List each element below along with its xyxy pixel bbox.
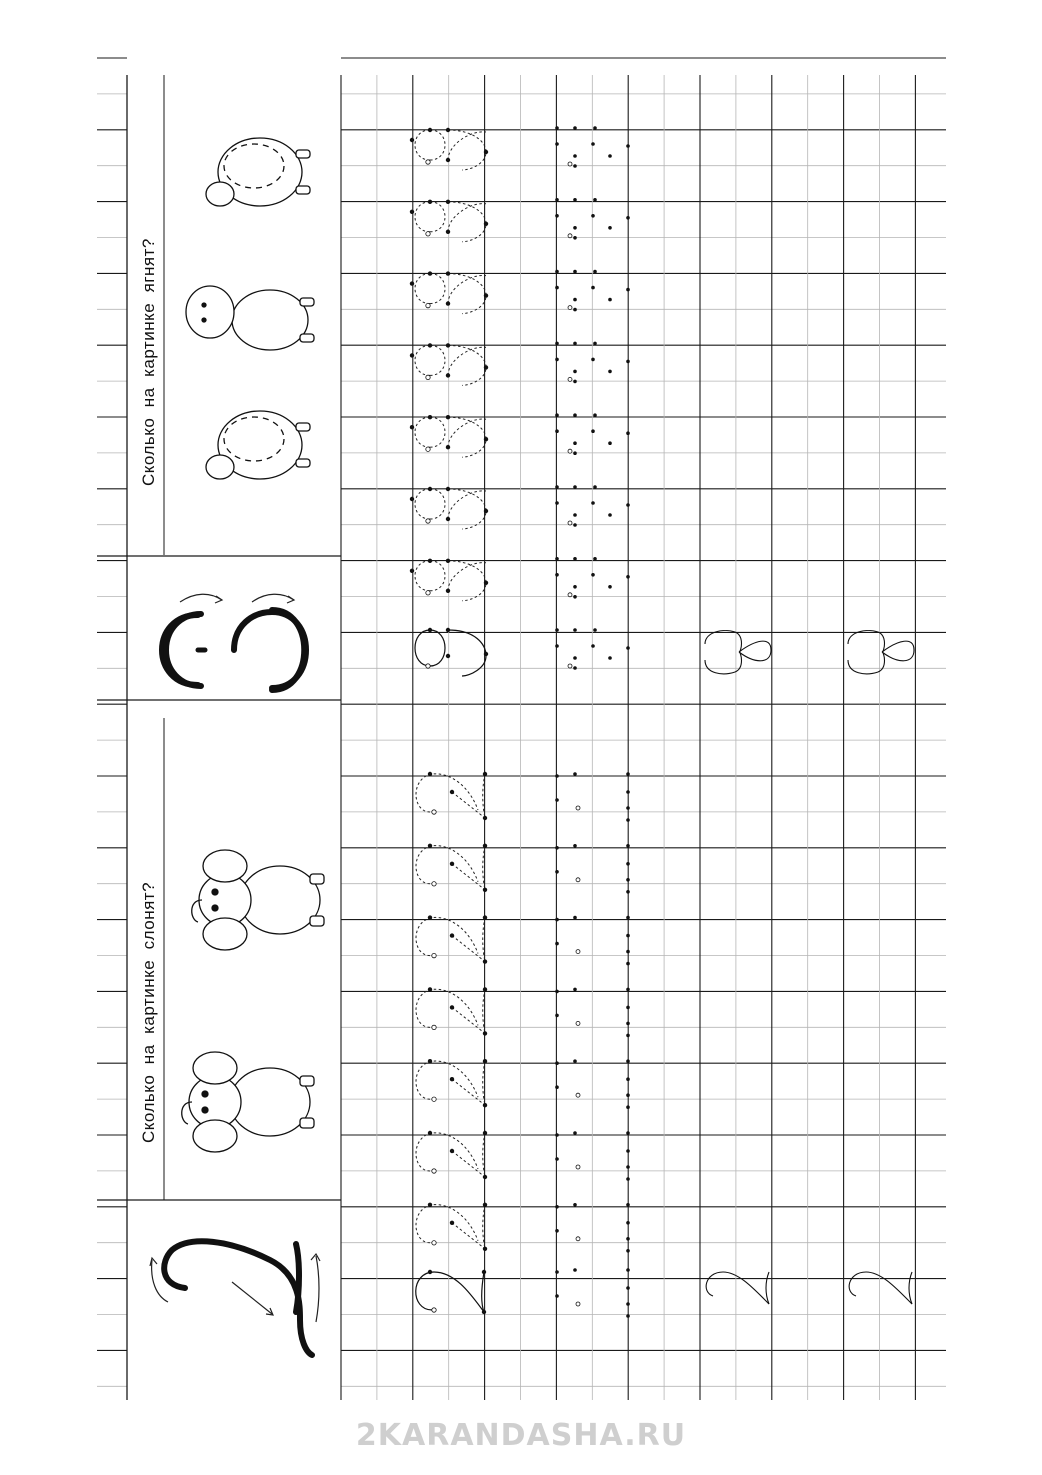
dot	[446, 415, 450, 419]
dot	[450, 1077, 454, 1081]
dot	[573, 413, 577, 417]
dot	[608, 441, 612, 445]
dot	[555, 1157, 559, 1161]
dot	[483, 987, 487, 991]
dot	[573, 666, 577, 670]
dot	[555, 1014, 559, 1018]
dot	[573, 513, 577, 517]
dot	[591, 286, 595, 290]
dot	[555, 358, 559, 362]
dot	[573, 270, 577, 274]
dot	[573, 1203, 577, 1207]
dot	[626, 790, 630, 794]
dot	[483, 816, 487, 820]
dot	[484, 509, 488, 513]
dot	[446, 589, 450, 593]
start-dot	[576, 806, 580, 810]
start-dot	[426, 160, 430, 164]
dot	[626, 1105, 630, 1109]
start-dot	[432, 953, 436, 957]
start-dot	[432, 1169, 436, 1173]
dot	[428, 1270, 432, 1274]
dot	[626, 988, 630, 992]
trace-digit-two	[416, 774, 485, 818]
dot	[573, 1059, 577, 1063]
dot	[626, 862, 630, 866]
dot	[593, 126, 597, 130]
dot	[555, 1294, 559, 1298]
dot	[555, 1205, 559, 1209]
dot	[555, 485, 559, 489]
dot	[626, 1249, 630, 1253]
dot	[626, 1165, 630, 1169]
dot	[446, 628, 450, 632]
lamb-illustration	[206, 411, 310, 479]
dot	[555, 918, 559, 922]
dot	[483, 1203, 487, 1207]
model-digit-two	[164, 1241, 312, 1355]
dot	[626, 1059, 630, 1063]
dot	[428, 559, 432, 563]
dot	[573, 154, 577, 158]
dot	[555, 429, 559, 433]
dot	[555, 1270, 559, 1274]
dot	[593, 557, 597, 561]
dot	[555, 1133, 559, 1137]
dot	[428, 128, 432, 132]
dot	[483, 1031, 487, 1035]
dot	[555, 1085, 559, 1089]
dot	[446, 128, 450, 132]
dot	[626, 806, 630, 810]
dot	[484, 365, 488, 369]
dot	[410, 497, 414, 501]
dot	[626, 890, 630, 894]
dot	[626, 818, 630, 822]
dot	[573, 988, 577, 992]
dot	[450, 933, 454, 937]
dot	[626, 772, 630, 776]
arrow-icon	[180, 594, 294, 603]
dot	[484, 437, 488, 441]
dot	[555, 501, 559, 505]
dot	[446, 230, 450, 234]
start-dot	[432, 1097, 436, 1101]
dot	[593, 628, 597, 632]
dot	[573, 308, 577, 312]
dot	[573, 370, 577, 374]
dot	[573, 164, 577, 168]
model-digit-three-strokes	[166, 612, 306, 688]
dot	[573, 226, 577, 230]
dot	[555, 573, 559, 577]
start-dot	[568, 377, 572, 381]
dot	[428, 487, 432, 491]
dot	[446, 517, 450, 521]
dot	[591, 573, 595, 577]
start-dot	[568, 449, 572, 453]
dot	[555, 1061, 559, 1065]
start-dot	[426, 519, 430, 523]
example-digit-three	[848, 631, 914, 674]
dot	[446, 487, 450, 491]
dot	[626, 431, 630, 435]
dot	[450, 1005, 454, 1009]
dot	[483, 959, 487, 963]
start-dot	[426, 447, 430, 451]
dot	[593, 413, 597, 417]
start-dot	[576, 1093, 580, 1097]
dot	[555, 557, 559, 561]
dot	[555, 142, 559, 146]
start-dot	[568, 162, 572, 166]
start-dot	[576, 878, 580, 882]
trace-digit-two-solid	[416, 1272, 484, 1312]
dot	[483, 1131, 487, 1135]
trace-digit-three	[415, 489, 486, 529]
dot	[555, 270, 559, 274]
start-dot	[568, 593, 572, 597]
start-dot	[432, 882, 436, 886]
dot	[410, 353, 414, 357]
dot	[573, 441, 577, 445]
dot	[450, 1221, 454, 1225]
dot	[428, 844, 432, 848]
dot	[626, 916, 630, 920]
dot	[626, 1237, 630, 1241]
dot	[573, 628, 577, 632]
dot	[446, 271, 450, 275]
trace-digit-two	[416, 1205, 485, 1249]
dot	[446, 373, 450, 377]
trace-digit-three-solid	[415, 630, 486, 676]
dot	[626, 878, 630, 882]
dot	[608, 513, 612, 517]
dot	[555, 870, 559, 874]
dot	[555, 342, 559, 346]
lamb-illustration	[206, 138, 310, 206]
start-dot	[568, 306, 572, 310]
dot	[626, 1302, 630, 1306]
dot	[573, 1131, 577, 1135]
trace-digit-two	[416, 1133, 485, 1177]
start-dot	[432, 810, 436, 814]
start-dot	[426, 232, 430, 236]
dot	[593, 198, 597, 202]
dot	[626, 1093, 630, 1097]
example-digit-three	[705, 631, 771, 674]
dot	[483, 772, 487, 776]
dot	[483, 1175, 487, 1179]
dot	[483, 915, 487, 919]
dot	[626, 1177, 630, 1181]
dot	[608, 656, 612, 660]
trace-digit-three	[415, 561, 486, 601]
dot	[555, 942, 559, 946]
trace-digit-two	[416, 917, 485, 961]
start-dot	[426, 375, 430, 379]
dot	[428, 200, 432, 204]
tracing-rows	[410, 126, 914, 1318]
dot	[428, 271, 432, 275]
question-elephants: Сколько на картинке слонят?	[139, 881, 158, 1143]
dot	[446, 343, 450, 347]
dot	[573, 557, 577, 561]
question-lambs: Сколько на картинке ягнят?	[139, 238, 158, 486]
dot	[446, 158, 450, 162]
start-dot	[576, 1237, 580, 1241]
dot	[626, 503, 630, 507]
dot	[573, 126, 577, 130]
dot	[428, 1131, 432, 1135]
dot	[626, 1221, 630, 1225]
dot	[626, 950, 630, 954]
dot	[484, 581, 488, 585]
dot	[555, 198, 559, 202]
dot	[555, 798, 559, 802]
dot	[446, 654, 450, 658]
dot	[608, 298, 612, 302]
dot	[428, 987, 432, 991]
start-dot	[568, 521, 572, 525]
dot	[591, 214, 595, 218]
dot	[573, 451, 577, 455]
dot	[446, 559, 450, 563]
dot	[555, 214, 559, 218]
dot	[626, 1203, 630, 1207]
dot	[428, 915, 432, 919]
dot	[626, 216, 630, 220]
dot	[626, 1314, 630, 1318]
dot	[428, 415, 432, 419]
dot	[484, 222, 488, 226]
dot	[484, 652, 488, 656]
dot	[608, 226, 612, 230]
dot	[591, 501, 595, 505]
start-dot	[576, 950, 580, 954]
dot	[428, 628, 432, 632]
dot	[573, 844, 577, 848]
watermark: 2KARANDASHA.RU	[355, 1418, 687, 1453]
dot	[573, 595, 577, 599]
dot	[626, 1034, 630, 1038]
trace-digit-three	[415, 202, 486, 242]
dot	[626, 1006, 630, 1010]
start-dot	[576, 1021, 580, 1025]
dot	[450, 862, 454, 866]
dot	[428, 1203, 432, 1207]
dot	[573, 236, 577, 240]
dot	[591, 142, 595, 146]
start-dot	[426, 591, 430, 595]
dot	[626, 1022, 630, 1026]
dot	[626, 288, 630, 292]
example-digit-two	[849, 1272, 912, 1304]
trace-digit-three	[415, 417, 486, 457]
dot	[555, 1229, 559, 1233]
dot	[593, 270, 597, 274]
dot	[626, 1077, 630, 1081]
dot	[626, 144, 630, 148]
dot	[573, 772, 577, 776]
start-dot	[426, 664, 430, 668]
dot	[410, 569, 414, 573]
dot	[482, 1270, 486, 1274]
dot	[484, 150, 488, 154]
dot	[555, 413, 559, 417]
model-digit-two-shape	[296, 1244, 299, 1312]
dot	[608, 585, 612, 589]
baby-elephant-illustration	[192, 850, 324, 950]
dot	[573, 1268, 577, 1272]
dot	[626, 934, 630, 938]
dot	[446, 445, 450, 449]
dot	[573, 298, 577, 302]
dot	[573, 485, 577, 489]
dot	[626, 962, 630, 966]
dot	[450, 790, 454, 794]
dot	[626, 575, 630, 579]
trace-digit-two	[416, 1061, 485, 1105]
dot	[555, 644, 559, 648]
dot	[555, 126, 559, 130]
dot	[626, 1131, 630, 1135]
dot	[573, 198, 577, 202]
start-dot	[432, 1025, 436, 1029]
start-dot	[432, 1241, 436, 1245]
dot	[593, 485, 597, 489]
start-dot	[568, 234, 572, 238]
dot	[573, 656, 577, 660]
dot	[626, 1286, 630, 1290]
dot	[591, 429, 595, 433]
dot	[410, 138, 414, 142]
dot	[573, 916, 577, 920]
trace-digit-two	[416, 846, 485, 890]
dot	[573, 585, 577, 589]
dot	[555, 286, 559, 290]
dot	[555, 774, 559, 778]
start-dot	[576, 1165, 580, 1169]
example-digit-two	[706, 1272, 769, 1304]
dot	[591, 644, 595, 648]
dot	[446, 200, 450, 204]
dot	[573, 342, 577, 346]
dot	[573, 380, 577, 384]
dot	[484, 293, 488, 297]
dot	[626, 844, 630, 848]
dot	[483, 844, 487, 848]
dot	[626, 646, 630, 650]
dot	[483, 1103, 487, 1107]
dot	[591, 358, 595, 362]
start-dot	[576, 1302, 580, 1306]
dot	[450, 1149, 454, 1153]
dot	[428, 772, 432, 776]
start-dot	[568, 664, 572, 668]
dot	[483, 1059, 487, 1063]
dot	[428, 1059, 432, 1063]
dot	[410, 281, 414, 285]
dot	[483, 1247, 487, 1251]
dot	[573, 523, 577, 527]
dot	[410, 210, 414, 214]
dot	[593, 342, 597, 346]
trace-digit-two	[416, 989, 485, 1033]
dot	[482, 1310, 486, 1314]
dot	[555, 628, 559, 632]
dot	[446, 301, 450, 305]
trace-digit-three	[415, 130, 486, 170]
lamb-illustration	[186, 286, 314, 350]
dot	[626, 360, 630, 364]
trace-digit-three	[415, 274, 486, 314]
writing-grid	[97, 58, 946, 1400]
dot	[555, 990, 559, 994]
start-dot	[426, 303, 430, 307]
dot	[428, 343, 432, 347]
start-dot	[432, 1308, 436, 1312]
dot	[608, 370, 612, 374]
dot	[483, 888, 487, 892]
baby-elephant-illustration	[182, 1052, 314, 1152]
dot	[626, 1268, 630, 1272]
dot	[410, 425, 414, 429]
dot	[608, 154, 612, 158]
dot	[626, 1149, 630, 1153]
dot	[555, 846, 559, 850]
trace-digit-three	[415, 345, 486, 385]
